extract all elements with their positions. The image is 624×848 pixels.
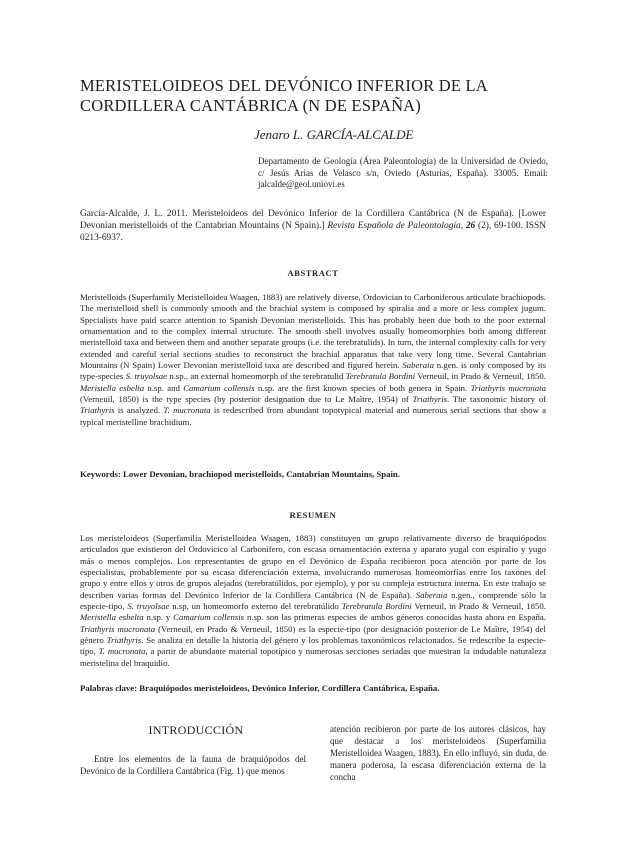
- taxon-name: Meristella esbelta: [80, 612, 144, 623]
- taxon-name: Triathyris mucronata: [470, 382, 546, 393]
- taxon-name: Triathyris: [80, 405, 115, 416]
- citation-journal: Revista Española de Paleontología: [327, 221, 461, 231]
- author-name: Jenaro L. GARCÍA-ALCALDE: [254, 127, 414, 142]
- keywords-label: Keywords: [80, 469, 118, 479]
- keywords-text: : Lower Devonian, brachiopod meristelloids, Cantabrian Mountains, Spain.: [117, 469, 400, 479]
- abstract-text: n.sp., an external homeomorph of the terebratulid: [167, 371, 346, 382]
- resumen-text: n.sp. son las primeras especies de ambos géneros conocidas hasta ahora en España.: [244, 612, 547, 623]
- resumen-heading: RESUMEN: [289, 510, 337, 520]
- taxon-name: S. truyolsae: [125, 371, 168, 382]
- abstract-text: . The taxonomic history of: [447, 394, 546, 405]
- abstract-text: n.gen. is only composed by its type-species: [80, 360, 546, 382]
- intro-left-column: Entre los elementos de la fauna de braquiópodos del Devónico de la Cordillera Cantábrica (Fig. 1) que menos: [80, 754, 306, 776]
- article-title: MERISTELOIDEOS DEL DEVÓNICO INFERIOR DE LA CORDILLERA CANTÁBRICA (N DE ESPAÑA): [80, 76, 487, 115]
- intro-right-column: atención recibieron por parte de los autores clásicos, hay que destacar a los meristeloideos (Superfamilia Meristelloidea Waagen, 1883). En ello influyó, sin duda, de manera poderosa, la escasa diferenciación externa de la concha: [330, 724, 546, 782]
- taxon-name: Saberaia: [415, 589, 448, 600]
- palabras-text: : Braquiópodos meristeloideos, Devónico Inferior, Cordillera Cantábrica, España.: [134, 683, 440, 693]
- resumen-text: . Se analiza en detalle la historia del género y los problemas taxonómicos relacionados. Se redescribe la especie-tipo,: [80, 635, 546, 657]
- resumen-text: n.sp, un homeomorfo externo del terebratúlido: [169, 601, 342, 612]
- abstract-text: (Verneuil, 1850) is the type species (by posterior designation due to Le Maître, 1954) of: [80, 394, 413, 405]
- resumen-text: Los meristeloideos (Superfamilia Meristelloidea Waagen, 1883) constituyen un grupo relativamente diverso de braquiópodos articulados que existieron del Ordovícico al Carbonífero, con escasa ornamentación externa y aparato yugal con espiralio y yugo más o menos complejos. Los representantes de grupo en el Devónico de España recibieron poca atención por parte de los especialistas, probablemente por su escasa diferenciación externa, involucrando numerosas homeomorfías entre los taxones del grupo y entre ellos y otros de grupos alejados (terebratúlidos, por ejemplo), y por su compleja estructura interna. En este trabajo se describen varias formas del Devónico Inferior de la Cordillera Cantábrica (N de España).: [80, 533, 546, 600]
- citation-text: García-Alcalde, J. L. 2011. Meristeloideos del Devónico Inferior de la Cordillera Cantábrica (N de España). [Lower Devonian meristelloids of the Cantabrian Mountains (N Spain).]: [80, 209, 546, 231]
- taxon-name: Triathyris mucronata: [80, 623, 156, 634]
- resumen-body: [80, 533, 546, 669]
- resumen-text: Verneuil, in Prado & Verneuil, 1850.: [411, 601, 546, 612]
- palabras-label: Palabras clave: [80, 683, 135, 693]
- taxon-name: Terebratula Bordini: [345, 371, 416, 382]
- resumen-text: , a partir de abundante material topotípico y numerosas secciones seriadas que muestran la indudable naturaleza meristelina del braquidio.: [80, 646, 546, 668]
- taxon-name: Camarium collensis: [173, 612, 245, 623]
- palabras-clave: [80, 683, 546, 693]
- taxon-name: Terebratula Bordini: [341, 601, 412, 612]
- taxon-name: Triathyris: [412, 394, 448, 405]
- citation-pages: (2), 69-100. ISSN 0213-6937.: [80, 221, 547, 243]
- taxon-name: Triathyris: [106, 635, 142, 646]
- citation-volume-sep: ,: [460, 221, 466, 231]
- abstract-text: is redescribed from abundant topotypical material and numerous serial sections that show a typical meristelline brachidium.: [80, 405, 547, 427]
- abstract-text: n.sp. are the first known species of both genera in Spain.: [254, 382, 471, 393]
- resumen-text: n.sp. y: [143, 612, 174, 623]
- abstract-body: [80, 292, 546, 428]
- author-affiliation: Departamento de Geología (Área Paleontología) de la Universidad de Oviedo, c/ Jesús Arias de Velasco s/n, Oviedo (Asturias, España). 33005. Email: jalcalde@geol.uniovi.es: [258, 156, 548, 189]
- taxon-name: T. mucronata: [163, 405, 211, 416]
- introduccion-heading: INTRODUCCIÓN: [148, 723, 244, 737]
- taxon-name: S. truyolsae: [127, 601, 170, 612]
- abstract-text: Verneuil, in Prado & Verneuil, 1850.: [415, 371, 546, 382]
- taxon-name: Camarium collensis: [183, 382, 255, 393]
- taxon-name: Saberaia: [402, 360, 434, 371]
- abstract-text: n.sp. and: [144, 382, 184, 393]
- taxon-name: T. mucronata: [98, 646, 146, 657]
- resumen-text: (Verneuil, en Prado & Verneuil, 1850) es la especie-tipo (por designación posterior de Le Maître, 1954) del género: [80, 623, 546, 646]
- abstract-heading: ABSTRACT: [287, 268, 339, 278]
- citation-volume: 26: [465, 221, 476, 231]
- resumen-text: n.gen., comprende sólo la especie-tipo,: [80, 589, 547, 612]
- citation: [80, 208, 546, 244]
- abstract-text: Meristelloids (Superfamily Meristelloidea Waagen, 1883) are relatively diverse, Ordovician to Carboniferous articulate brachiopods. The meristelloid shell is commonly smooth and the brachial system is composed by spiralia and a more or less complex jugum. Specialists have paid scarce attention to Spanish Devonian meristelloids. This has probably been due both to the poor external ornamentation and to the complex internal structure. The smooth shell involves usually homeomorphies both among different meristelloid taxa and between them and another separate groups (i.e. the terebratulids). In turn, the internal complexity calls for very extended and careful serial sections studies to reconstruct the brachial apparatus that take very long time. Several Cantabrian Mountains (N Spain) Lower Devonian meristelloid taxa are described and figured herein.: [80, 292, 546, 371]
- abstract-text: is analyzed.: [114, 405, 164, 416]
- keywords: [80, 469, 546, 479]
- taxon-name: Meristella esbelta: [80, 382, 145, 393]
